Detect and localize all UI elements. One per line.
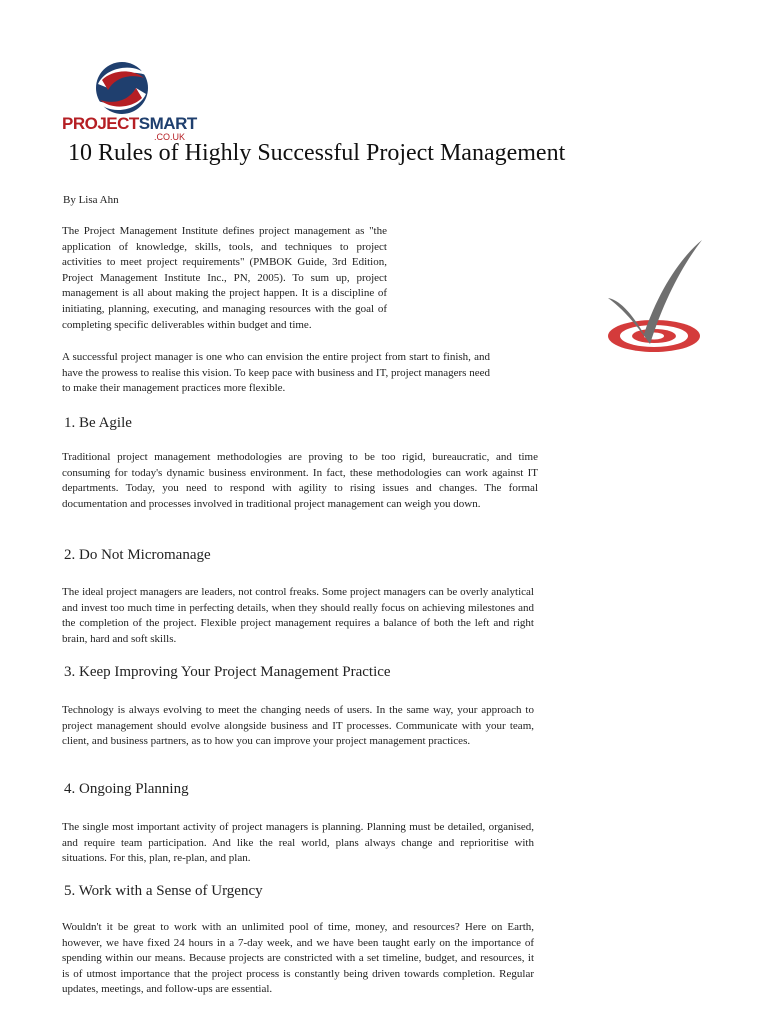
projectsmart-logo — [62, 58, 197, 142]
section-2-body: The ideal project managers are leaders, not control freaks. Some project managers can be overly analytical and invest too much time in perfecting details, when they should really focus on achieving milestones and the completion of the project. Flexible project management requires a balance of both the left and right brain, hard and soft skills. — [62, 586, 534, 645]
logo-swirl-icon — [62, 58, 190, 118]
intro-paragraph-2: A successful project manager is one who can envision the entire project from start to finish, and have the prowess to realise this vision. To keep pace with business and IT, project managers need to make their management practices more flexible. — [62, 351, 490, 395]
section-3-heading: 3. Keep Improving Your Project Management Practice — [64, 664, 391, 680]
author-byline: By Lisa Ahn — [63, 194, 119, 206]
intro-paragraph-1: The Project Management Institute defines project management as "the application of knowledge, skills, tools, and techniques to project activities to meet project requirements" (PMBOK Guide, 3rd Edition, Project Management Institute Inc., PN, 2005). To sum up, project management is all about making the project happen. It is a discipline of initiating, planning, executing, and managing resources with the goal of completing specific deliverables within budget and time. — [62, 225, 387, 331]
section-4-body: The single most important activity of project managers is planning. Planning must be detailed, organised, and require team participation. And like the real world, plans always change and reprioritise with situations. For this, plan, re-plan, and plan. — [62, 821, 534, 865]
section-4-heading: 4. Ongoing Planning — [64, 781, 189, 797]
section-5-body: Wouldn't it be great to work with an unlimited pool of time, money, and resources? Here on Earth, however, we have fixed 24 hours in a 7-day week, and we have been taught early on the importance of spending within our means. Because projects are constricted with a set timeline, budget, and resources, it is of utmost importance that the project process is constantly being driven towards completion. Regular updates, meetings, and follow-ups are essential. — [62, 921, 534, 996]
target-checkmark-icon — [600, 238, 706, 360]
logo-domain: .CO.UK — [154, 132, 186, 142]
section-1-body: Traditional project management methodologies are proving to be too rigid, bureaucratic, and time consuming for today's dynamic business environment. In fact, these methodologies can work against IT departments. Today, you need to respond with agility to rising issues and changes. The formal documentation and processes involved in traditional project management can weigh you down. — [62, 451, 538, 510]
article-title: 10 Rules of Highly Successful Project Management — [68, 140, 566, 166]
logo-wordmark: PROJECTSMART — [62, 114, 197, 133]
section-2-heading: 2. Do Not Micromanage — [64, 547, 211, 563]
section-1-heading: 1. Be Agile — [64, 415, 132, 431]
section-5-heading: 5. Work with a Sense of Urgency — [64, 883, 263, 899]
section-3-body: Technology is always evolving to meet the changing needs of users. In the same way, your approach to project management should evolve alongside business and IT processes. Communicate with your team, client, and business partners, as to how you can improve your project management practices. — [62, 704, 534, 748]
